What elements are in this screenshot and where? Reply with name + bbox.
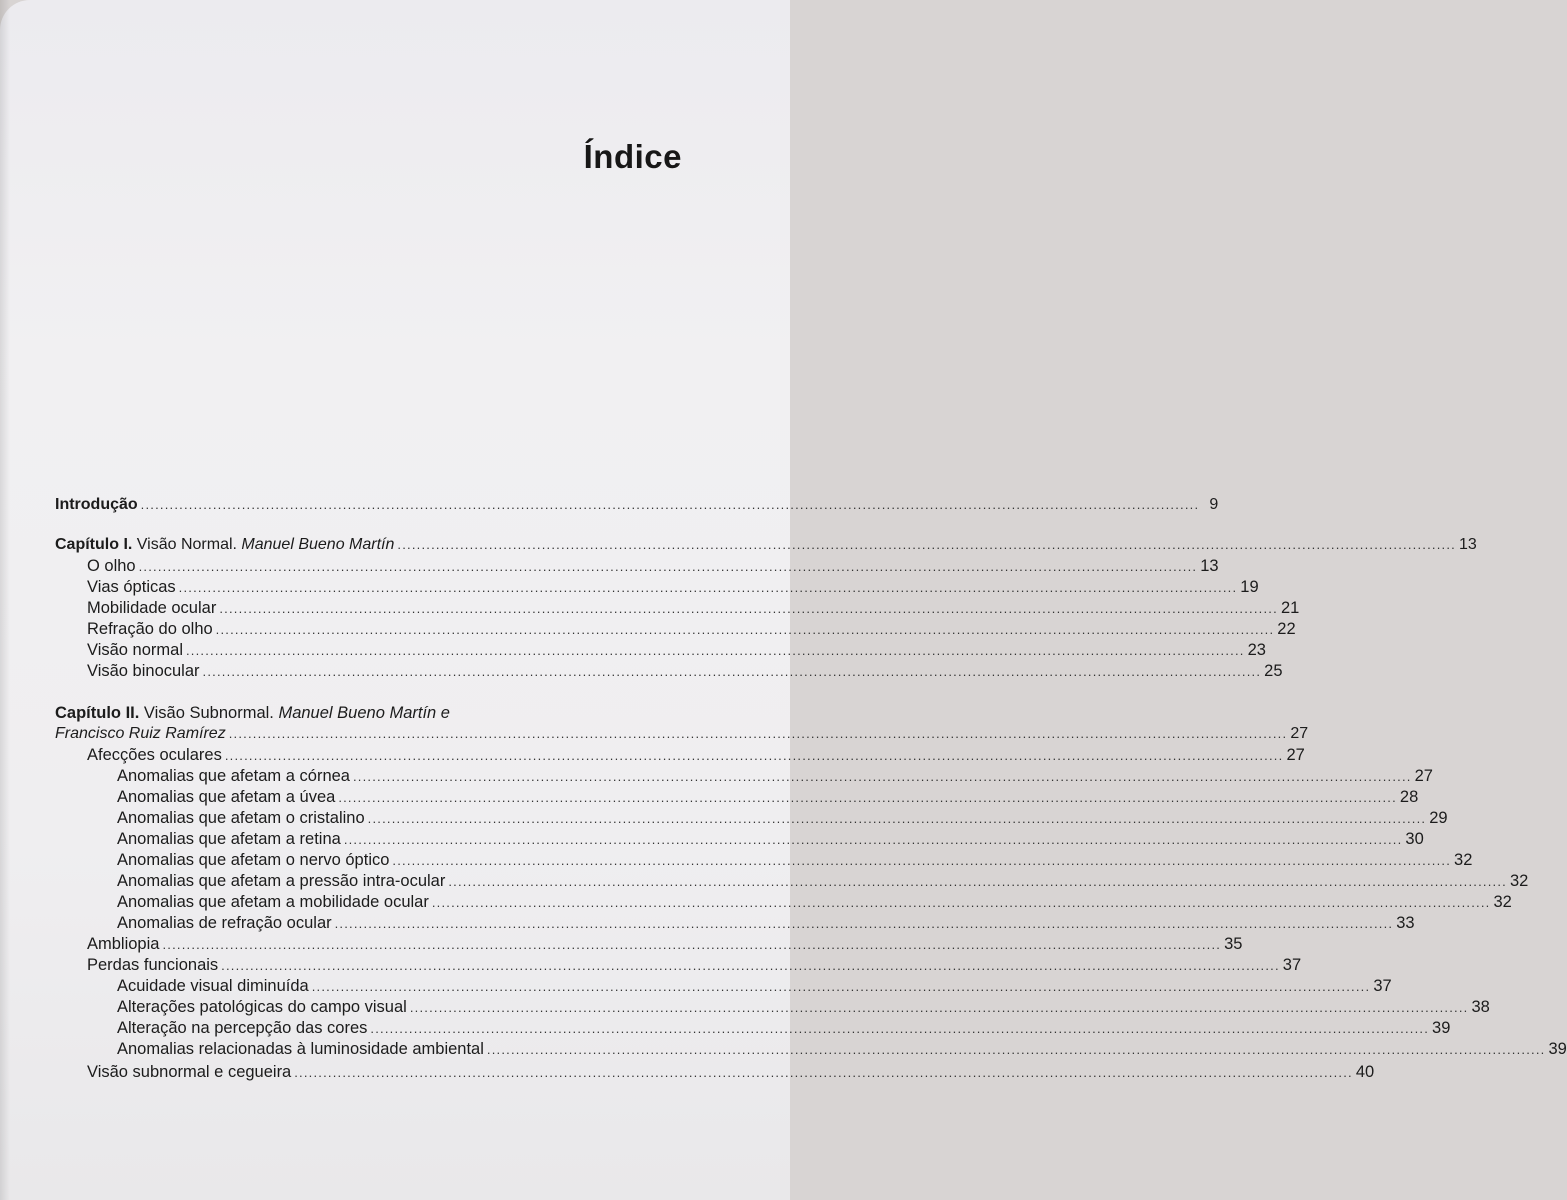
toc-page-number: 35 — [1224, 935, 1243, 953]
toc-entry-text: Anomalias de refração ocular — [117, 914, 332, 932]
toc-entry-acuidade[interactable] — [117, 976, 1392, 997]
toc-page-number: 37 — [1373, 977, 1392, 995]
toc-entry-label — [117, 766, 350, 786]
toc-leader-dots: ............................................................................................................................................................................................................................ — [392, 853, 1452, 868]
toc-page-number: 27 — [1286, 746, 1305, 764]
toc-entry-anom-pressao[interactable] — [117, 871, 1529, 892]
toc-leader-dots: ............................................................................................................................................................................................................................ — [178, 580, 1238, 595]
toc-entry-label — [87, 661, 200, 681]
toc-entry-visao-binocular[interactable] — [87, 661, 1283, 682]
toc-entry-cap1[interactable] — [55, 535, 1477, 555]
toc-page-number: 23 — [1247, 641, 1266, 659]
toc-leader-dots: ............................................................................................................................................................................................................................ — [219, 601, 1278, 616]
toc-page-number: 27 — [1290, 725, 1309, 742]
toc-entry-mobilidade-ocular[interactable] — [87, 598, 1300, 619]
toc-leader-dots: ............................................................................................................................................................................................................................ — [221, 958, 1280, 973]
toc-entry-anom-refracao[interactable] — [117, 913, 1415, 934]
toc-page-number: 40 — [1355, 1063, 1375, 1081]
toc-entry-text: Anomalias relacionadas à luminosidade ambiental — [117, 1040, 484, 1058]
toc-entry-prefix: Capítulo I. — [55, 536, 133, 553]
toc-entry-text: Visão subnormal e cegueira — [87, 1063, 292, 1081]
toc-entry-text: Anomalias que afetam a córnea — [117, 767, 350, 785]
toc-entry-text: Anomalias que afetam a retina — [117, 830, 341, 848]
toc-entry-label — [55, 495, 138, 515]
toc-entry-campo-visual[interactable] — [117, 997, 1490, 1018]
toc-entry-cores[interactable] — [117, 1018, 1451, 1039]
toc-leader-dots: ............................................................................................................................................................................................................................ — [448, 874, 1507, 889]
toc-leader-dots: ............................................................................................................................................................................................................................ — [294, 1065, 1353, 1080]
toc-page-number: 32 — [1509, 872, 1529, 890]
toc-leader-dots: ............................................................................................................................................................................................................................ — [486, 1042, 1546, 1057]
toc-leader-dots: ............................................................................................................................................................................................................................ — [140, 497, 1200, 512]
toc-entry-text: Anomalias que afetam o nervo óptico — [117, 851, 390, 869]
toc-entry-label — [117, 850, 389, 870]
toc-page-number: 32 — [1493, 893, 1512, 911]
toc-entry-label — [117, 997, 407, 1017]
toc-entry-text: Visão binocular — [87, 662, 200, 680]
toc-page-number: 19 — [1240, 578, 1259, 596]
toc-page-number: 13 — [1459, 536, 1477, 553]
toc-page-number: 13 — [1200, 557, 1219, 575]
toc-entry-prefix: Introdução — [55, 496, 138, 513]
toc-entry-label — [87, 955, 218, 975]
toc-page-number: 28 — [1399, 788, 1419, 806]
toc-leader-dots: ............................................................................................................................................................................................................................ — [431, 895, 1491, 910]
toc-page-number: 29 — [1429, 809, 1448, 827]
toc-entry-text: Anomalias que afetam o cristalino — [117, 809, 365, 827]
toc-entry-text: Vias ópticas — [87, 578, 176, 596]
toc-entry-subnormal-cegueira[interactable] — [87, 1062, 1375, 1083]
toc-page-number: 30 — [1405, 830, 1424, 848]
toc-entry-text: Alterações patológicas do campo visual — [117, 998, 407, 1016]
toc-entry-author: Francisco Ruiz Ramírez — [55, 725, 226, 742]
toc-leader-dots: ............................................................................................................................................................................................................................ — [370, 1021, 1430, 1036]
toc-entry-anom-mobilidade[interactable] — [117, 892, 1512, 913]
toc-page-number: 33 — [1396, 914, 1415, 932]
toc-entry-label — [87, 556, 136, 576]
toc-entry-label — [87, 1062, 291, 1082]
toc-entry-text: Acuidade visual diminuída — [117, 977, 309, 995]
chapter-2-author: Manuel Bueno Martín e — [278, 704, 450, 722]
toc-page-number: 38 — [1471, 998, 1490, 1016]
toc-entry-label — [117, 871, 445, 891]
toc-entry-refracao-do-olho[interactable] — [87, 619, 1296, 640]
toc-entry-text: O olho — [87, 557, 136, 575]
toc-entry-label — [55, 535, 394, 555]
toc-entry-label — [87, 598, 216, 618]
chapter-2-prefix: Capítulo II. — [55, 704, 140, 722]
toc-entry-text: Afecções oculares — [87, 746, 222, 764]
toc-entry-text: Mobilidade ocular — [87, 599, 217, 617]
toc-leader-dots: ............................................................................................................................................................................................................................ — [334, 916, 1394, 931]
toc-entry-label — [117, 1039, 484, 1059]
toc-entry-anom-cristalino[interactable] — [117, 808, 1448, 829]
toc-entry-visao-normal[interactable] — [87, 640, 1266, 661]
chapter-2-title: Visão Subnormal. — [139, 704, 279, 722]
toc-leader-dots: ............................................................................................................................................................................................................................ — [409, 1000, 1469, 1015]
toc-leader-dots: ............................................................................................................................................................................................................................ — [397, 537, 1456, 552]
toc-page-number: 32 — [1454, 851, 1473, 869]
toc-leader-dots: ............................................................................................................................................................................................................................ — [138, 559, 1198, 574]
toc-leader-dots: ............................................................................................................................................................................................................................ — [215, 622, 1275, 637]
toc-entry-text: Anomalias que afetam a úvea — [117, 788, 336, 806]
toc-entry-text: Alteração na percepção das cores — [117, 1019, 368, 1037]
toc-entry-anom-uvea[interactable] — [117, 787, 1419, 808]
toc-entry-text: Anomalias que afetam a pressão intra-ocular — [117, 872, 446, 890]
toc-leader-dots: ............................................................................................................................................................................................................................ — [162, 937, 1222, 952]
toc-entry-label — [117, 1018, 367, 1038]
chapter-2-heading — [55, 703, 450, 723]
toc-entry-label — [117, 976, 309, 996]
toc-entry-label — [87, 640, 183, 660]
toc-entry-label — [55, 724, 226, 744]
toc-entry-text: Perdas funcionais — [87, 956, 219, 974]
toc-leader-dots: ............................................................................................................................................................................................................................ — [343, 832, 1403, 847]
toc-entry-text: Visão Normal. — [132, 536, 242, 553]
toc-page-number: 22 — [1277, 620, 1296, 638]
toc-entry-label — [87, 619, 213, 639]
toc-entry-text: Anomalias que afetam a mobilidade ocular — [117, 893, 429, 911]
toc-entry-anom-nervo[interactable] — [117, 850, 1473, 871]
toc-leader-dots: ............................................................................................................................................................................................................................ — [367, 811, 1427, 826]
toc-page-number: 37 — [1282, 956, 1302, 974]
toc-entry-label — [87, 577, 176, 597]
toc-page-number: 27 — [1414, 767, 1433, 785]
toc-page-number: 39 — [1432, 1019, 1451, 1037]
toc-leader-dots: ............................................................................................................................................................................................................................ — [186, 643, 1245, 658]
toc-page-number: 9 — [1209, 496, 1219, 513]
toc-entry-label — [117, 808, 365, 828]
toc-entry-text: Ambliopia — [87, 935, 160, 953]
toc-entry-label — [87, 745, 222, 765]
toc-entry-anom-retina[interactable] — [117, 829, 1424, 850]
toc-entry-ambliopia[interactable] — [87, 934, 1243, 955]
toc-entry-label — [117, 892, 429, 912]
toc-page-number: 25 — [1264, 662, 1283, 680]
toc-leader-dots: ............................................................................................................................................................................................................................ — [202, 664, 1262, 679]
toc-entry-o-olho[interactable] — [87, 556, 1219, 577]
toc-leader-dots: ............................................................................................................................................................................................................................ — [228, 726, 1288, 741]
toc-leader-dots: ............................................................................................................................................................................................................................ — [311, 979, 1371, 994]
toc-entry-label — [117, 913, 332, 933]
toc-page-number: 21 — [1280, 599, 1300, 617]
toc-leader-dots: ............................................................................................................................................................................................................................ — [352, 769, 1412, 784]
toc-entry-afeccoes-oculares[interactable] — [87, 745, 1305, 766]
page-title: Índice — [583, 138, 682, 175]
toc-entry-anom-cornea[interactable] — [117, 766, 1433, 787]
toc-entry-label — [117, 829, 341, 849]
toc-entry-vias-opticas[interactable] — [87, 577, 1259, 598]
toc-page-number: 39 — [1548, 1040, 1567, 1058]
toc-entry-label — [87, 934, 159, 954]
toc-entry-text: Refração do olho — [87, 620, 213, 638]
toc-entry-luminosidade[interactable] — [117, 1039, 1567, 1060]
toc-entry-introducao[interactable] — [55, 495, 1219, 515]
toc-entry-cap2-authors[interactable] — [55, 724, 1309, 744]
toc-entry-perdas-funcionais[interactable] — [87, 955, 1302, 976]
toc-entry-label — [117, 787, 335, 807]
toc-entry-text: Visão normal — [87, 641, 183, 659]
toc-leader-dots: ............................................................................................................................................................................................................................ — [224, 748, 1284, 763]
toc-entry-author: Manuel Bueno Martín — [241, 536, 395, 553]
toc-leader-dots: ............................................................................................................................................................................................................................ — [338, 790, 1397, 805]
